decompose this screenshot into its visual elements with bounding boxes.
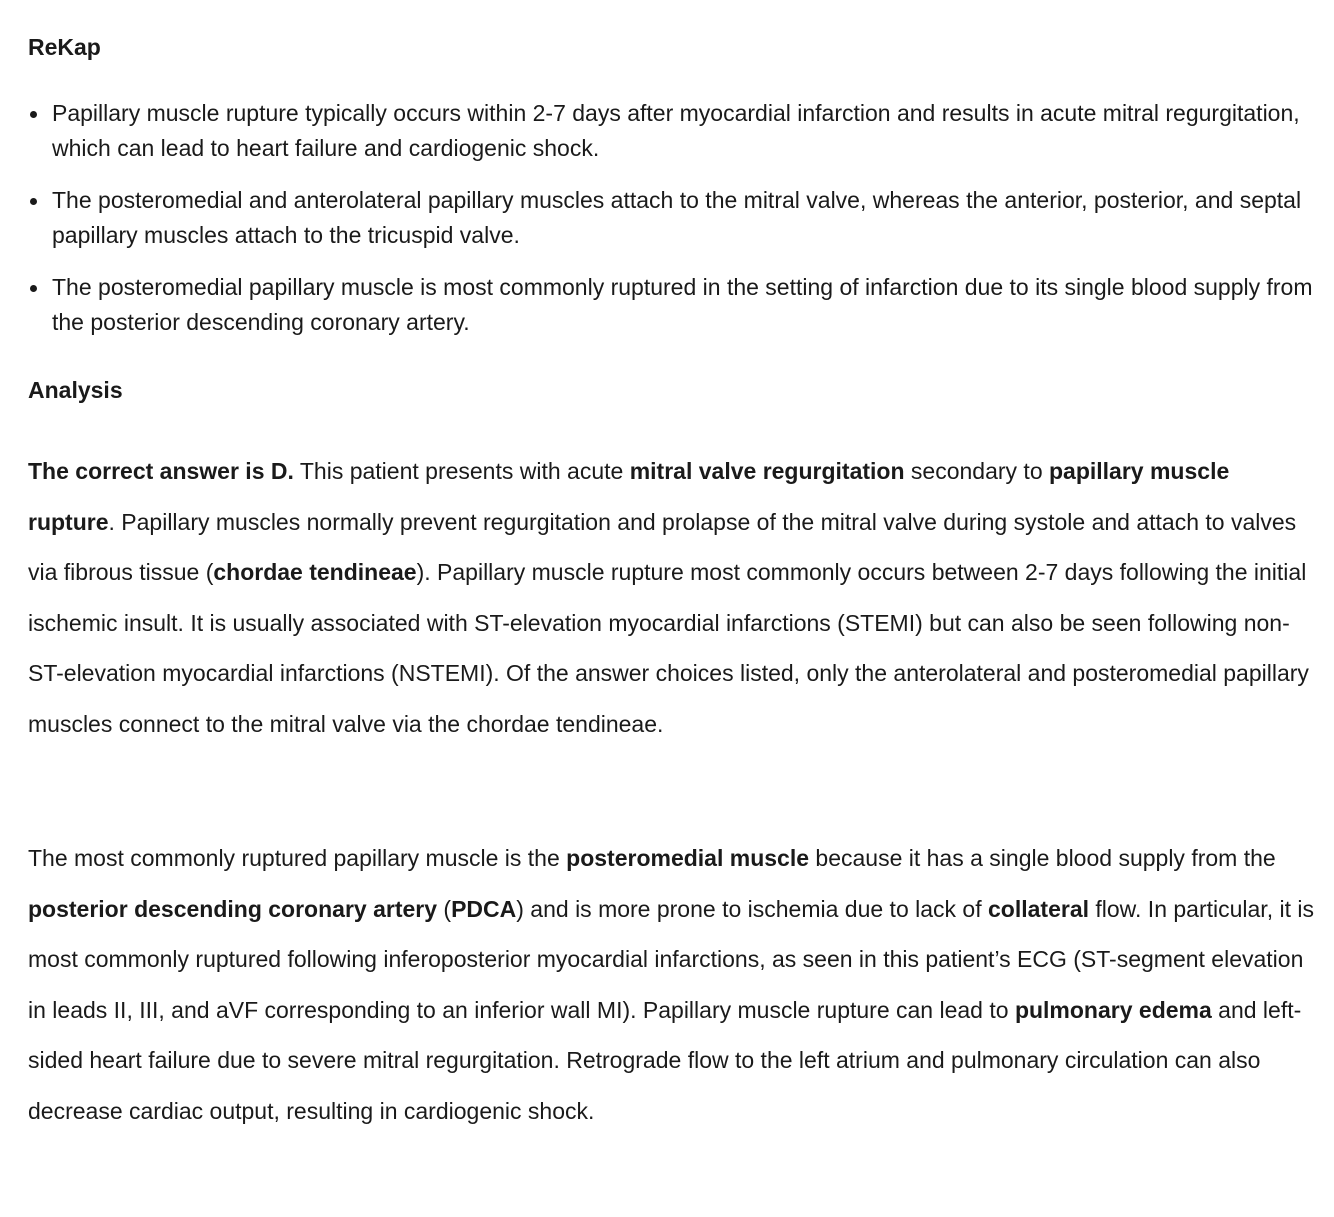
analysis-heading: Analysis [28, 377, 123, 403]
rekap-bullet: Papillary muscle rupture typically occurs within 2-7 days after myocardial infarction and results in acute mitral regurgitation, which can lead to heart failure and cardiogenic shock. [28, 96, 1318, 166]
text-span: . Papillary muscles normally prevent regurgitation and prolapse of the mitral valve during systole and attach to valves via fibrous tissue ( [28, 508, 1297, 585]
analysis-paragraph-2 [28, 833, 1318, 1136]
text-span: because it has a single blood supply from the [809, 845, 1276, 871]
text-span: ). Papillary muscle rupture most commonly occurs between 2-7 days following the initial ischemic insult. It is usually associated with ST-elevation myocardial infarctions (STEMI) but can also be seen following non-ST-elevation myocardial infarctions (NSTEMI). Of the answer choices listed, only the anterolateral and posteromedial papillary muscles connect to the mitral valve via the chordae tendineae. [28, 559, 1309, 737]
text-span: flow. In particular, it is most commonly ruptured following inferoposterior myocardial infarctions, as seen in this patient’s ECG (ST-segment elevation in leads II, III, and aVF corresponding to an inferior wall MI). Papillary muscle rupture can lead to [28, 895, 1314, 1023]
rekap-heading: ReKap [28, 34, 101, 60]
bold-term: posterior descending coronary artery [28, 895, 438, 922]
analysis-paragraph-1 [28, 446, 1318, 749]
bold-term: pulmonary edema [1014, 996, 1212, 1023]
bold-term: PDCA [451, 895, 517, 922]
text-span: secondary to [904, 458, 1049, 484]
text-span: ( [437, 895, 452, 922]
bold-term: collateral [988, 895, 1089, 922]
text-span: ) and is more prone to ischemia due to lack of [516, 895, 988, 922]
rekap-bullet: The posteromedial and anterolateral papillary muscles attach to the mitral valve, whereas the anterior, posterior, and septal papillary muscles attach to the tricuspid valve. [28, 183, 1318, 253]
bold-term: chordae tendineae [213, 559, 417, 585]
text-span: This patient presents with acute [293, 458, 630, 484]
correct-answer-text: The correct answer is D. [28, 458, 294, 484]
bold-term: mitral valve regurgitation [629, 458, 905, 484]
bold-term: papillary muscle rupture [28, 458, 1230, 535]
rekap-bullet: The posteromedial papillary muscle is most commonly ruptured in the setting of infarction due to its single blood supply from the posterior descending coronary artery. [28, 270, 1318, 340]
text-span: The most commonly ruptured papillary muscle is the [28, 845, 567, 871]
text-span: and left-sided heart failure due to severe mitral regurgitation. Retrograde flow to the left atrium and pulmonary circulation can also decrease cardiac output, resulting in cardiogenic shock. [28, 996, 1302, 1124]
bold-term: posteromedial muscle [566, 845, 810, 871]
rekap-bullet-list [28, 96, 1318, 357]
